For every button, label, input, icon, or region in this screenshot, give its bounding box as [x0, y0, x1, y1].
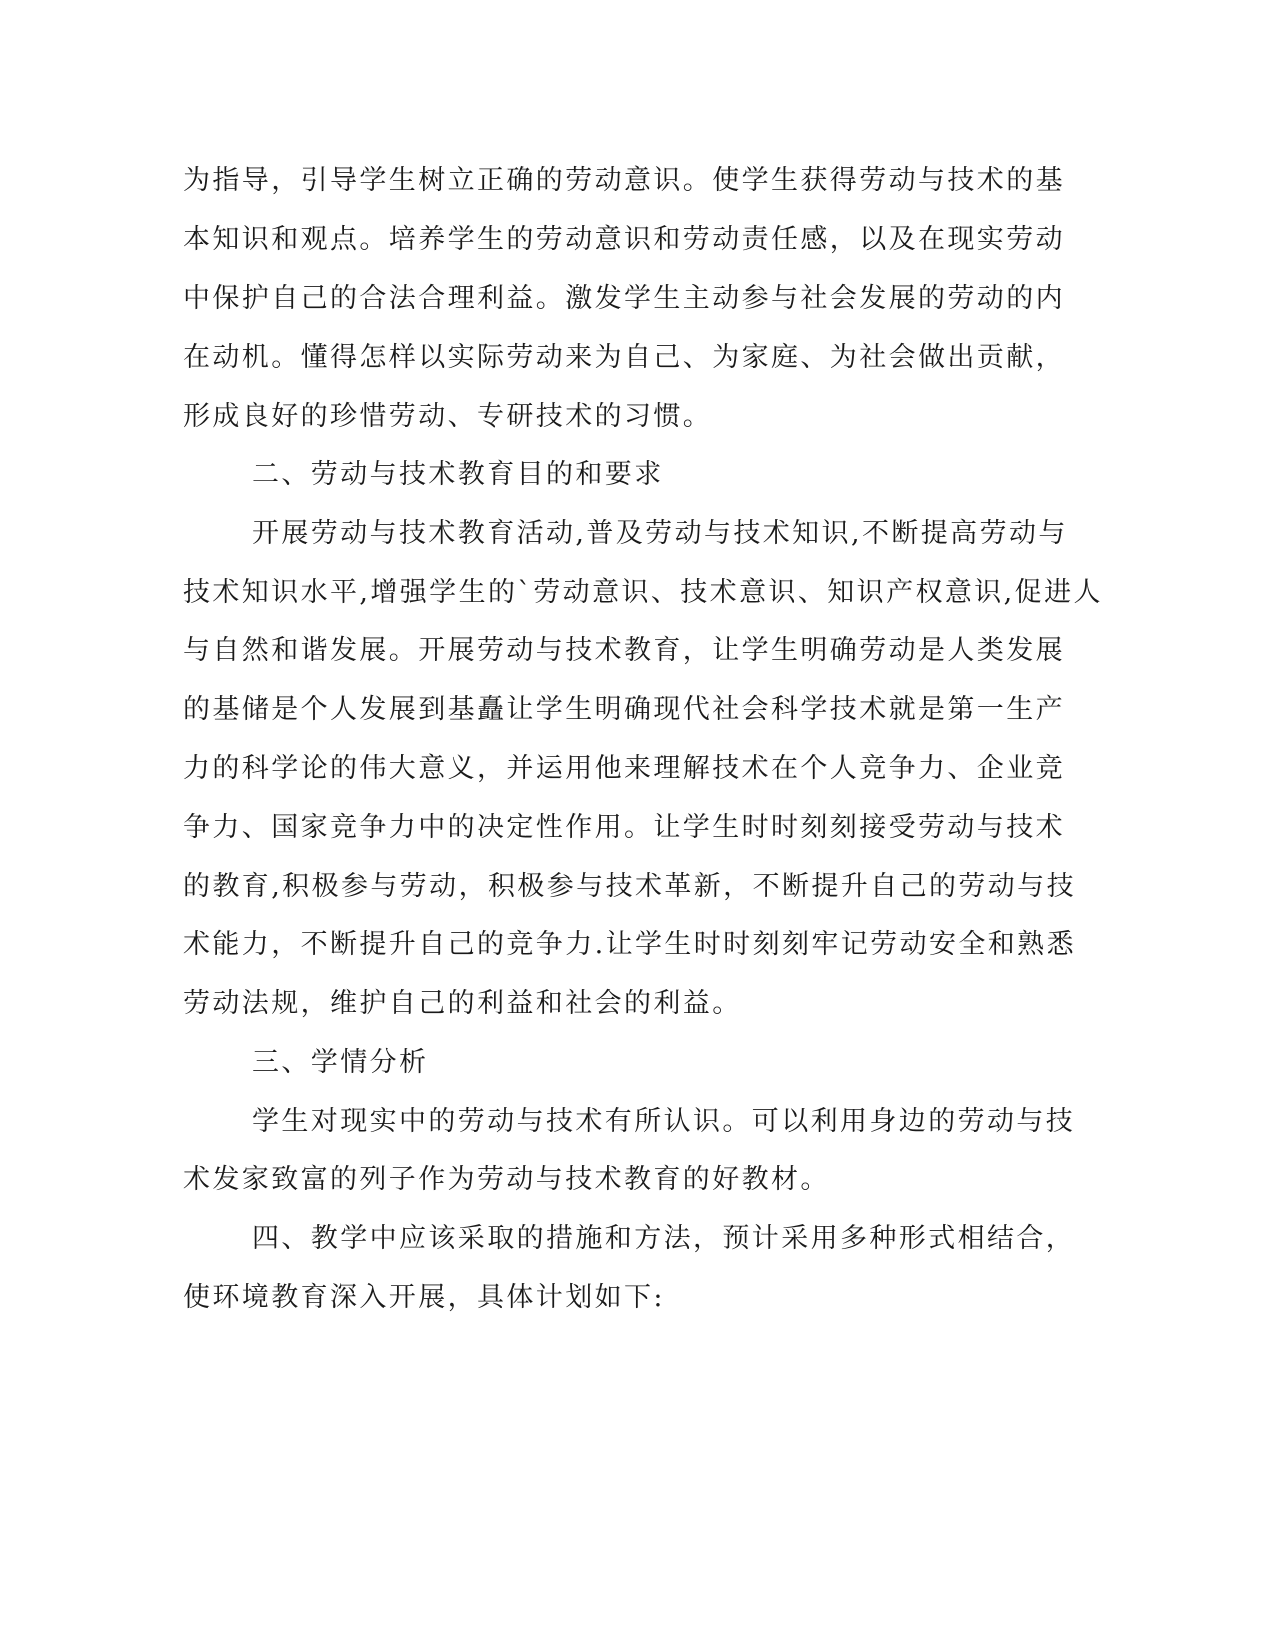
paragraph-line: 术能力，不断提升自己的竞争力.让学生时时刻刻牢记劳动安全和熟悉	[183, 929, 1076, 960]
paragraph-line: 与自然和谐发展。开展劳动与技术教育，让学生明确劳动是人类发展	[183, 635, 1065, 666]
paragraph-line: 在动机。懂得怎样以实际劳动来为自己、为家庭、为社会做出贡献，	[183, 342, 1065, 373]
paragraph-line: 的教育,积极参与劳动，积极参与技术革新，不断提升自己的劳动与技	[183, 871, 1076, 902]
section-heading: 二、劳动与技术教育目的和要求	[252, 459, 664, 490]
paragraph-line: 为指导，引导学生树立正确的劳动意识。使学生获得劳动与技术的基	[183, 165, 1065, 196]
paragraph-line: 术发家致富的列子作为劳动与技术教育的好教材。	[183, 1164, 830, 1195]
paragraph-line: 争力、国家竞争力中的决定性作用。让学生时时刻刻接受劳动与技术	[183, 812, 1065, 843]
paragraph-line: 力的科学论的伟大意义，并运用他来理解技术在个人竞争力、企业竞	[183, 753, 1065, 784]
paragraph-line: 学生对现实中的劳动与技术有所认识。可以利用身边的劳动与技	[252, 1106, 1076, 1137]
paragraph-line: 形成良好的珍惜劳动、专研技术的习惯。	[183, 401, 713, 432]
paragraph-line: 本知识和观点。培养学生的劳动意识和劳动责任感，以及在现实劳动	[183, 224, 1065, 255]
paragraph-line: 技术知识水平,增强学生的`劳动意识、技术意识、知识产权意识,促进人	[183, 577, 1103, 608]
paragraph-line: 的基储是个人发展到基矗让学生明确现代社会科学技术就是第一生产	[183, 694, 1065, 725]
section-heading: 三、学情分析	[252, 1047, 429, 1078]
paragraph-line: 中保护自己的合法合理利益。激发学生主动参与社会发展的劳动的内	[183, 283, 1065, 314]
paragraph-line: 劳动法规，维护自己的利益和社会的利益。	[183, 988, 742, 1019]
paragraph-line: 使环境教育深入开展，具体计划如下:	[183, 1282, 665, 1313]
paragraph-line: 开展劳动与技术教育活动,普及劳动与技术知识,不断提高劳动与	[252, 518, 1068, 549]
section-heading: 四、教学中应该采取的措施和方法，预计采用多种形式相结合，	[252, 1223, 1076, 1254]
